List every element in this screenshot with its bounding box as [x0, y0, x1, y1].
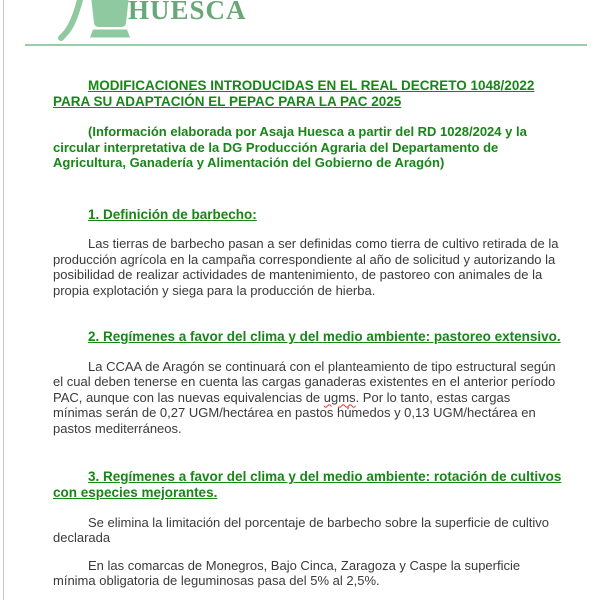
- section-1-heading: 1. Definición de barbecho:: [88, 206, 257, 222]
- section-1: [53, 207, 562, 299]
- header: [0, 0, 600, 42]
- asaja-logo-icon: [58, 0, 138, 42]
- document-body: [0, 78, 600, 589]
- section-3-paragraph-2: En las comarcas de Monegros, Bajo Cinca, Zaragoza y Caspe la superficie mínima obligatoria de leguminosas pasa del 5% al 2,5%.: [53, 557, 521, 588]
- section-2-heading: 2. Regímenes a favor del clima y del medio ambiente: pastoreo extensivo.: [88, 329, 561, 344]
- section-2: [53, 329, 562, 436]
- intro-paragraph: (Información elaborada por Asaja Huesca a partir del RD 1028/2024 y la circular interpretativa de la DG Producción Agraria del Departamento de Agricultura, Ganadería y Alimentación del Gobierno de Aragón): [53, 124, 527, 170]
- section-2-paragraph: [53, 359, 562, 437]
- section-3: [53, 469, 562, 589]
- section-3-heading: 3. Regímenes a favor del clima y del medio ambiente: rotación de cultivos con especies mejorantes.: [53, 469, 562, 500]
- org-name: HUESCA: [128, 0, 247, 25]
- header-divider: [25, 44, 587, 46]
- section-1-paragraph: Las tierras de barbecho pasan a ser definidas como tierra de cultivo retirada de la producción agrícola en la campaña correspondiente al año de solicitud y autorizando la posibilidad de realizar actividades de mantenimiento, de pastoreo con animales de la propia explotación y siega para la producción de hierba.: [53, 236, 559, 298]
- paragraph-text: . Por lo tanto, estas cargas mínimas serán de 0,27 UGM/hectárea en pastos húmedos y 0,13 UGM/hectárea en pastos mediterráneos.: [53, 389, 536, 436]
- misspelled-word: ugms: [323, 389, 356, 405]
- section-3-paragraph-1: Se elimina la limitación del porcentaje de barbecho sobre la superficie de cultivo declarada: [53, 514, 550, 545]
- document-title: MODIFICACIONES INTRODUCIDAS EN EL REAL DECRETO 1048/2022 PARA SU ADAPTACIÓN EL PEPAC PARA LA PAC 2025: [53, 78, 535, 109]
- page-edge-line: [3, 0, 4, 600]
- paragraph-text: La CCAA de Aragón se continuará con el planteamiento de tipo estructural según el cual deben tenerse en cuenta las cargas ganaderas existentes en el anterior período PAC, aunque con las nuevas equivalencias de: [53, 358, 556, 405]
